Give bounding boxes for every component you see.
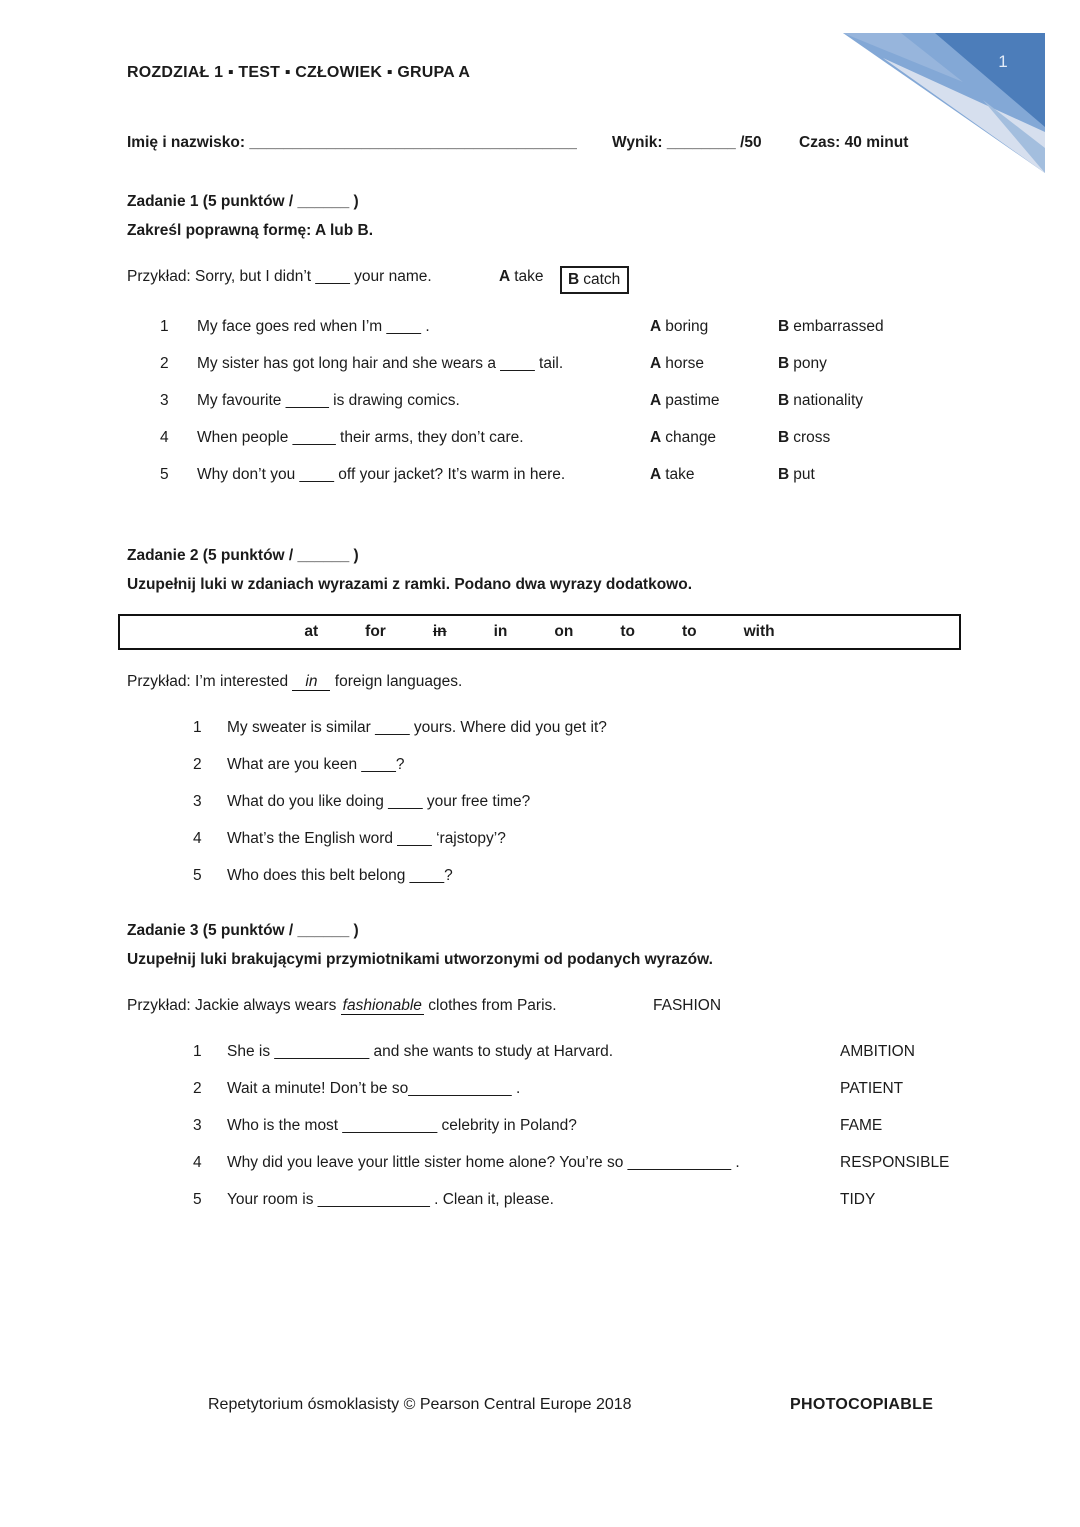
task3-example-text: Przykład: Jackie always wears fashionable clothes from Paris. (127, 997, 557, 1014)
keyword: TIDY (840, 1191, 876, 1208)
score-label: Wynik: (612, 134, 663, 151)
word-bank-word-used: in (432, 623, 447, 640)
keyword: AMBITION (840, 1043, 915, 1060)
example-answer-word: fashionable (342, 997, 422, 1014)
option-b: B embarrassed (778, 318, 884, 335)
page-footer (0, 1394, 1080, 1415)
task1-instruction: Zakreśl poprawną formę: A lub B. (127, 222, 374, 239)
task1-example-text: Przykład: Sorry, but I didn’t ____ your name. (127, 268, 432, 285)
keyword: RESPONSIBLE (840, 1154, 950, 1171)
word-bank-word: with (743, 623, 775, 640)
name-field (127, 132, 577, 153)
task2-title: Zadanie 2 (5 punktów / ______ ) (127, 547, 359, 564)
task1-title: Zadanie 1 (5 punktów / ______ ) (127, 193, 359, 210)
keyword: FASHION (653, 997, 722, 1014)
option-a: A horse (650, 355, 704, 372)
word-bank-word: on (554, 623, 574, 640)
word-bank-word: in (493, 623, 508, 640)
document-title: ROZDZIAŁ 1 ▪ TEST ▪ CZŁOWIEK ▪ GRUPA A (127, 64, 471, 81)
name-blank: ______________________________________ (249, 134, 577, 151)
option-b: B put (778, 466, 815, 483)
task3-title: Zadanie 3 (5 punktów / ______ ) (127, 922, 359, 939)
option-b: B pony (778, 355, 827, 372)
time-label: Czas: 40 minut (799, 134, 909, 151)
option-b: B nationality (778, 392, 863, 409)
option-a: A boring (650, 318, 709, 335)
task2-instruction: Uzupełnij luki w zdaniach wyrazami z ramki. Podano dwa wyrazy dodatkowo. (127, 576, 693, 593)
keyword: FAME (840, 1117, 883, 1134)
option-a: A change (650, 429, 717, 446)
score-max: /50 (740, 134, 762, 151)
option-b: B cross (778, 429, 831, 446)
option-a: A pastime (650, 392, 720, 409)
page-number: 1 (998, 52, 1008, 71)
footer-credit: Repetytorium ósmoklasisty © Pearson Central Europe 2018 (208, 1396, 632, 1413)
test-page: 1 ROZDZIAŁ 1 ▪ TEST ▪ CZŁOWIEK ▪ GRUPA A Imię i nazwisko: ______________________________________ Wynik: ________ /50 Czas: 40 minut Zadanie 1 (5 punktów / ______ ) Zakreśl poprawną formę: A lub B. Przykład: Sorry, but I didn’t ____ your name. A take B catch 1 My face goes red when I’m ____ . A boring B embarrassed 2 My sister has got long hair and she wears a ____ tail. A horse B pony 3 My favourite _____ is drawing comics. A pastime B nationality 4 When people _____ their arms, they don’t care. A change B cross 5 Why don’t you ____ off your jacket? It’s warm in here. A take B put Zadanie 2 (5 punktów / ______ ) Uzupełnij luki w zdaniach wyrazami z ramki. Podano dwa wyrazy dodatkowo. at for in in on to to with Przykład: I’m interested in foreign languages. 1 My sweater is similar ____ yours. Where did you get it? 2 What are you keen ____? 3 What do you like doing ____ your free time? 4 What’s the English word ____ ‘rajstopy’? 5 Who does this belt belong ____? Zadanie 3 (5 punktów / ______ ) Uzupełnij luki brakującymi przymiotnikami utworzonymi od podanych wyrazów. Przykład: Jackie always wears fashionable clothes from Paris. FASHION 1 She is ___________ and she wants to study at Harvard. AMBITION 2 Wait a minute! Don’t be so____________ . PATIENT 3 Who is the most ___________ celebrity in Poland? FAME 4 Why did you leave your little sister home alone? You’re so ____________ . RESPONSIBLE 5 Your room is _____________ . Clean it, please. TIDY Repetytorium ósmoklasisty © Pearson Central Europe 2018 PHOTOCOPIABLE (0, 0, 1080, 1527)
example-answer-blank: in (292, 674, 330, 691)
task1-example-option-a: A take (499, 268, 544, 285)
task1-example-option-b-boxed: B catch (560, 266, 629, 294)
keyword: PATIENT (840, 1080, 904, 1097)
word-bank-box (118, 614, 961, 650)
name-label: Imię i nazwisko: (127, 134, 246, 151)
option-a: A take (650, 466, 695, 483)
score-field (612, 132, 762, 153)
word-bank-word: for (365, 623, 386, 640)
word-bank-word: at (304, 623, 319, 640)
word-bank-word: to (620, 623, 635, 640)
task3-instruction: Uzupełnij luki brakującymi przymiotnikami utworzonymi od podanych wyrazów. (127, 951, 713, 968)
word-bank-word: to (681, 623, 697, 640)
task2-example: Przykład: I’m interested in foreign languages. (127, 673, 463, 690)
footer-photocopiable: PHOTOCOPIABLE (790, 1396, 934, 1413)
score-blank: ________ (666, 134, 736, 151)
